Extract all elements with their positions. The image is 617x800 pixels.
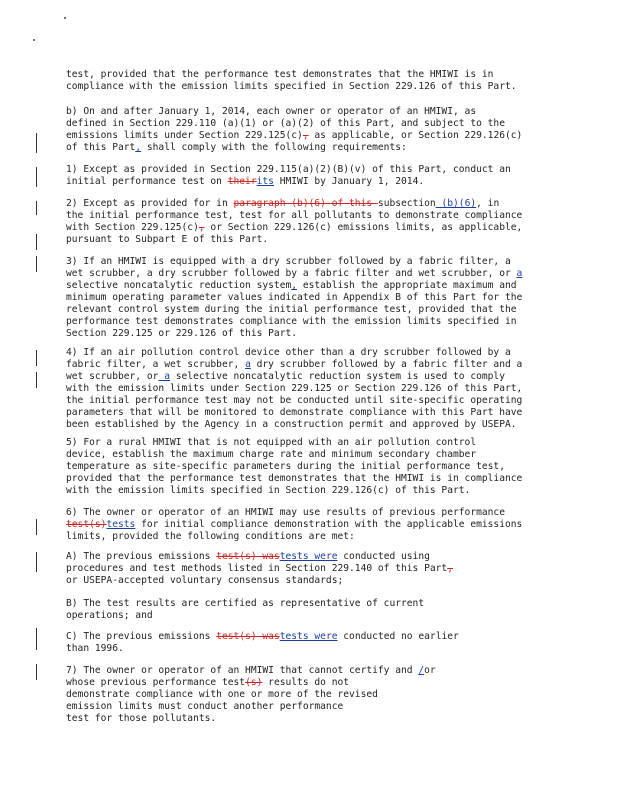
text-run: establish the appropriate maximum and — [297, 280, 517, 291]
text-run: selective noncatalytic reduction system — [66, 280, 292, 291]
text-line: relevant control system during the initial performance test, provided that the — [66, 304, 517, 315]
text-line — [66, 665, 552, 677]
text-run: , in — [476, 198, 500, 209]
text-line: 6) The owner or operator of an HMIWI may use results of previous performance — [66, 507, 505, 518]
text-line: temperature as site-specific parameters during the initial performance test, — [66, 461, 505, 472]
deleted-text: , — [302, 130, 309, 141]
text-line: provided that the performance test demonstrates that the HMIWI is in compliance — [66, 473, 523, 484]
text-line: performance test demonstrates compliance with the emission limits specified in — [66, 316, 517, 327]
deleted-text: test(s) — [66, 519, 107, 530]
inserted-text: , — [135, 142, 142, 153]
inserted-text: a — [516, 268, 523, 279]
text-line — [66, 198, 552, 210]
deleted-text: test(s) was — [216, 551, 280, 562]
text-run: conducted no earlier — [337, 631, 459, 642]
inserted-text: a — [245, 359, 251, 370]
text-line: than 1996. — [66, 643, 124, 654]
inserted-text: tests were — [279, 551, 338, 562]
text-run: C) The previous emissions — [66, 631, 217, 642]
inserted-text: , — [291, 280, 298, 291]
change-bar — [36, 552, 37, 572]
text-line: demonstrate compliance with one or more of the revised — [66, 689, 378, 700]
text-line: 1) Except as provided in Section 229.115(a)(2)(B)(v) of this Part, conduct an — [66, 164, 511, 175]
text-line: compliance with the emission limits specified in Section 229.126 of this Part. — [66, 81, 517, 92]
text-run: shall comply with the following requirements: — [141, 142, 407, 153]
text-line: or USEPA-accepted voluntary consensus standards; — [66, 575, 344, 586]
text-line — [66, 371, 552, 383]
text-run: conducted using — [337, 551, 430, 562]
scan-speck — [64, 17, 66, 19]
item-6a — [66, 551, 552, 587]
text-run: of this Part — [66, 142, 136, 153]
text-run: initial performance test on — [66, 176, 228, 187]
text-run: fabric filter, a wet scrubber, — [66, 359, 246, 370]
text-line — [66, 280, 552, 292]
item-2 — [66, 198, 552, 246]
change-bar — [36, 133, 37, 153]
text-run: or — [424, 665, 436, 676]
text-line: 3) If an HMIWI is equipped with a dry scrubber followed by a fabric filter, a — [66, 256, 511, 267]
text-line: 4) If an air pollution control device other than a dry scrubber followed by a — [66, 347, 511, 358]
text-run: dry scrubber followed by a fabric filter and a — [250, 359, 523, 370]
item-6c — [66, 631, 552, 655]
text-line: device, establish the maximum charge rate and minimum secondary chamber — [66, 449, 477, 460]
item-4 — [66, 347, 552, 431]
item-6 — [66, 507, 552, 543]
text-run: selective noncatalytic reduction system is used to comply — [169, 371, 505, 382]
deleted-text: , — [198, 222, 205, 233]
text-line: emission limits must conduct another performance — [66, 701, 344, 712]
deleted-text: (s) — [245, 677, 263, 688]
text-line — [66, 222, 552, 234]
text-line: the initial performance test may not be conducted until site-specific operating — [66, 395, 523, 406]
text-line: minimum operating parameter values indicated in Appendix B of this Part for the — [66, 292, 523, 303]
deleted-text: their — [227, 176, 257, 187]
text-line: test, provided that the performance test demonstrates that the HMIWI is in — [66, 69, 494, 80]
text-line: limits, provided the following conditions are met: — [66, 531, 355, 542]
text-run: procedures and test methods listed in Section 229.140 of this Part — [66, 563, 448, 574]
inserted-text: / — [418, 665, 425, 676]
text-line — [66, 142, 552, 154]
text-run: wet scrubber, or — [66, 371, 159, 382]
text-line — [66, 359, 552, 371]
text-line: the initial performance test, test for all pollutants to demonstrate compliance — [66, 210, 523, 221]
text-run: A) The previous emissions — [66, 551, 217, 562]
change-bar — [36, 201, 37, 215]
change-bar — [36, 350, 37, 366]
text-run: HMIWI by January 1, 2014. — [273, 176, 425, 187]
inserted-text: a — [158, 371, 170, 382]
text-run: wet scrubber, a dry scrubber followed by a fabric filter and wet scrubber, or — [66, 268, 517, 279]
change-bar — [36, 628, 37, 650]
change-bar — [36, 234, 37, 250]
text-line — [66, 130, 552, 142]
item-7 — [66, 665, 552, 725]
text-line — [66, 519, 552, 531]
deleted-text: paragraph (b)(6) of this — [233, 198, 378, 209]
continuation-paragraph — [66, 69, 552, 93]
change-bar — [36, 664, 37, 680]
inserted-text: its — [256, 176, 274, 187]
text-line: test for those pollutants. — [66, 713, 217, 724]
text-line — [66, 677, 552, 689]
text-line — [66, 176, 552, 188]
text-run: results do not — [262, 677, 350, 688]
text-line — [66, 268, 552, 280]
text-run: for initial compliance demonstration with the applicable emissions — [135, 519, 523, 530]
text-line: defined in Section 229.110 (a)(1) or (a)(2) of this Part, and subject to the — [66, 118, 505, 129]
text-line: B) The test results are certified as representative of current — [66, 598, 425, 609]
text-line — [66, 551, 552, 563]
scan-speck — [33, 39, 35, 41]
item-1 — [66, 164, 552, 188]
paragraph-b — [66, 106, 552, 154]
text-run: 2) Except as provided for in — [66, 198, 234, 209]
deleted-text: test(s) was — [216, 631, 280, 642]
change-bar — [36, 256, 37, 272]
text-run: emissions limits under Section 229.125(c) — [66, 130, 303, 141]
text-run: with Section 229.125(c) — [66, 222, 199, 233]
text-run: as applicable, or Section 229.126(c) — [308, 130, 523, 141]
change-bar — [36, 167, 37, 187]
change-bar — [36, 372, 37, 388]
deleted-text: , — [447, 563, 453, 574]
item-5 — [66, 437, 552, 497]
text-line: operations; and — [66, 610, 153, 621]
text-line: pursuant to Subpart E of this Part. — [66, 234, 269, 245]
text-run: or Section 229.126(c) emissions limits, as applicable, — [204, 222, 523, 233]
text-run: subsection — [377, 198, 436, 209]
text-line — [66, 631, 552, 643]
item-3 — [66, 256, 552, 340]
text-line: parameters that will be monitored to demonstrate compliance with this Part have — [66, 407, 523, 418]
inserted-text: tests — [106, 519, 136, 530]
text-line: been established by the Agency in a construction permit and approved by USEPA. — [66, 419, 517, 430]
text-line: with the emission limits under Section 229.125 or Section 229.126 of this Part, — [66, 383, 523, 394]
text-run: whose previous performance test — [66, 677, 246, 688]
text-line — [66, 563, 552, 575]
inserted-text: tests were — [279, 631, 338, 642]
text-line: with the emission limits specified in Section 229.126(c) of this Part. — [66, 485, 471, 496]
text-line: 5) For a rural HMIWI that is not equipped with an air pollution control — [66, 437, 477, 448]
change-bar — [36, 519, 37, 535]
text-line: Section 229.125 or 229.126 of this Part. — [66, 328, 298, 339]
text-line: b) On and after January 1, 2014, each owner or operator of an HMIWI, as — [66, 106, 477, 117]
item-6b — [66, 598, 552, 622]
text-run: 7) The owner or operator of an HMIWI that cannot certify and — [66, 665, 419, 676]
inserted-text: (b)(6) — [435, 198, 477, 209]
